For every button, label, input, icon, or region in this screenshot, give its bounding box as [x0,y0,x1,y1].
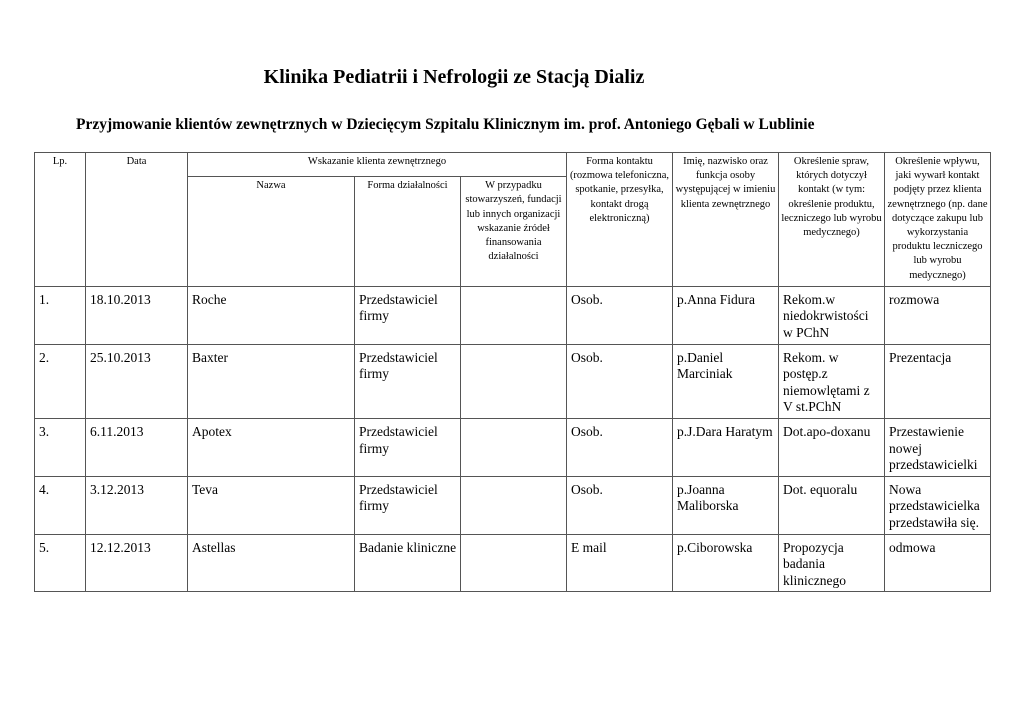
header-zrodla-finansowania: W przypadku stowarzyszeń, fundacji lub innych organizacji wskazanie źródeł finansowania działalności [461,177,567,287]
table-row [35,418,991,476]
header-imie-nazwisko: Imię, nazwisko oraz funkcja osoby występującej w imieniu klienta zewnętrznego [673,153,779,287]
header-forma-dzialalnosci: Forma działalności [355,177,461,287]
cell-wplyw: Prezentacja [885,344,991,418]
header-okreslenie-spraw: Określenie spraw, których dotyczył kontakt (w tym: określenie produktu, leczniczego lub wyrobu medycznego) [779,153,885,287]
header-data: Data [86,153,188,287]
cell-data: 25.10.2013 [86,344,188,418]
cell-forma-kontaktu: Osob. [567,286,673,344]
cell-forma-dzialalnosci: Przedstawiciel firmy [355,286,461,344]
cell-wplyw: Przestawienie nowej przedstawicielki [885,418,991,476]
page-subtitle: Przyjmowanie klientów zewnętrznych w Dziecięcym Szpitalu Klinicznym im. prof. Antoniego Gębali w Lublinie [76,116,815,133]
cell-wplyw: odmowa [885,534,991,592]
table-row [35,476,991,534]
cell-forma-dzialalnosci: Badanie kliniczne [355,534,461,592]
table-row [35,344,991,418]
cell-nazwa: Astellas [188,534,355,592]
table-row [35,286,991,344]
header-okreslenie-wplywu: Określenie wpływu, jaki wywarł kontakt podjęty przez klienta zewnętrznego (np. dane dotyczące zakupu lub wykorzystania produktu leczniczego lub wyrobu medycznego) [885,153,991,287]
cell-data: 6.11.2013 [86,418,188,476]
cell-osoba: p.Ciborowska [673,534,779,592]
cell-zrodla [461,476,567,534]
cell-data: 18.10.2013 [86,286,188,344]
cell-sprawy: Dot.apo-doxanu [779,418,885,476]
cell-wplyw: Nowa przedstawicielka przedstawiła się. [885,476,991,534]
cell-sprawy: Dot. equoralu [779,476,885,534]
cell-forma-kontaktu: E mail [567,534,673,592]
cell-data: 3.12.2013 [86,476,188,534]
cell-nazwa: Baxter [188,344,355,418]
cell-osoba: p.Daniel Marciniak [673,344,779,418]
header-wskazanie: Wskazanie klienta zewnętrznego [188,153,567,177]
cell-wplyw: rozmowa [885,286,991,344]
header-row [35,153,991,177]
cell-nazwa: Roche [188,286,355,344]
cell-lp: 2. [35,344,86,418]
cell-forma-dzialalnosci: Przedstawiciel firmy [355,476,461,534]
cell-lp: 1. [35,286,86,344]
cell-osoba: p.Joanna Maliborska [673,476,779,534]
cell-zrodla [461,344,567,418]
cell-zrodla [461,418,567,476]
header-nazwa: Nazwa [188,177,355,287]
cell-forma-dzialalnosci: Przedstawiciel firmy [355,344,461,418]
cell-forma-dzialalnosci: Przedstawiciel firmy [355,418,461,476]
cell-data: 12.12.2013 [86,534,188,592]
cell-forma-kontaktu: Osob. [567,344,673,418]
cell-sprawy: Propozycja badania klinicznego [779,534,885,592]
cell-sprawy: Rekom.w niedokrwistości w PChN [779,286,885,344]
cell-forma-kontaktu: Osob. [567,418,673,476]
cell-nazwa: Apotex [188,418,355,476]
cell-lp: 3. [35,418,86,476]
cell-zrodla [461,534,567,592]
cell-osoba: p.Anna Fidura [673,286,779,344]
cell-osoba: p.J.Dara Haratym [673,418,779,476]
header-forma-kontaktu: Forma kontaktu (rozmowa telefoniczna, spotkanie, przesyłka, kontakt drogą elektroniczną) [567,153,673,287]
table-row [35,534,991,592]
clients-table [34,152,991,592]
cell-zrodla [461,286,567,344]
header-lp: Lp. [35,153,86,287]
cell-nazwa: Teva [188,476,355,534]
page-title: Klinika Pediatrii i Nefrologii ze Stacją Dializ [263,66,645,88]
cell-forma-kontaktu: Osob. [567,476,673,534]
cell-lp: 5. [35,534,86,592]
cell-lp: 4. [35,476,86,534]
cell-sprawy: Rekom. w postęp.z niemowlętami z V st.PChN [779,344,885,418]
